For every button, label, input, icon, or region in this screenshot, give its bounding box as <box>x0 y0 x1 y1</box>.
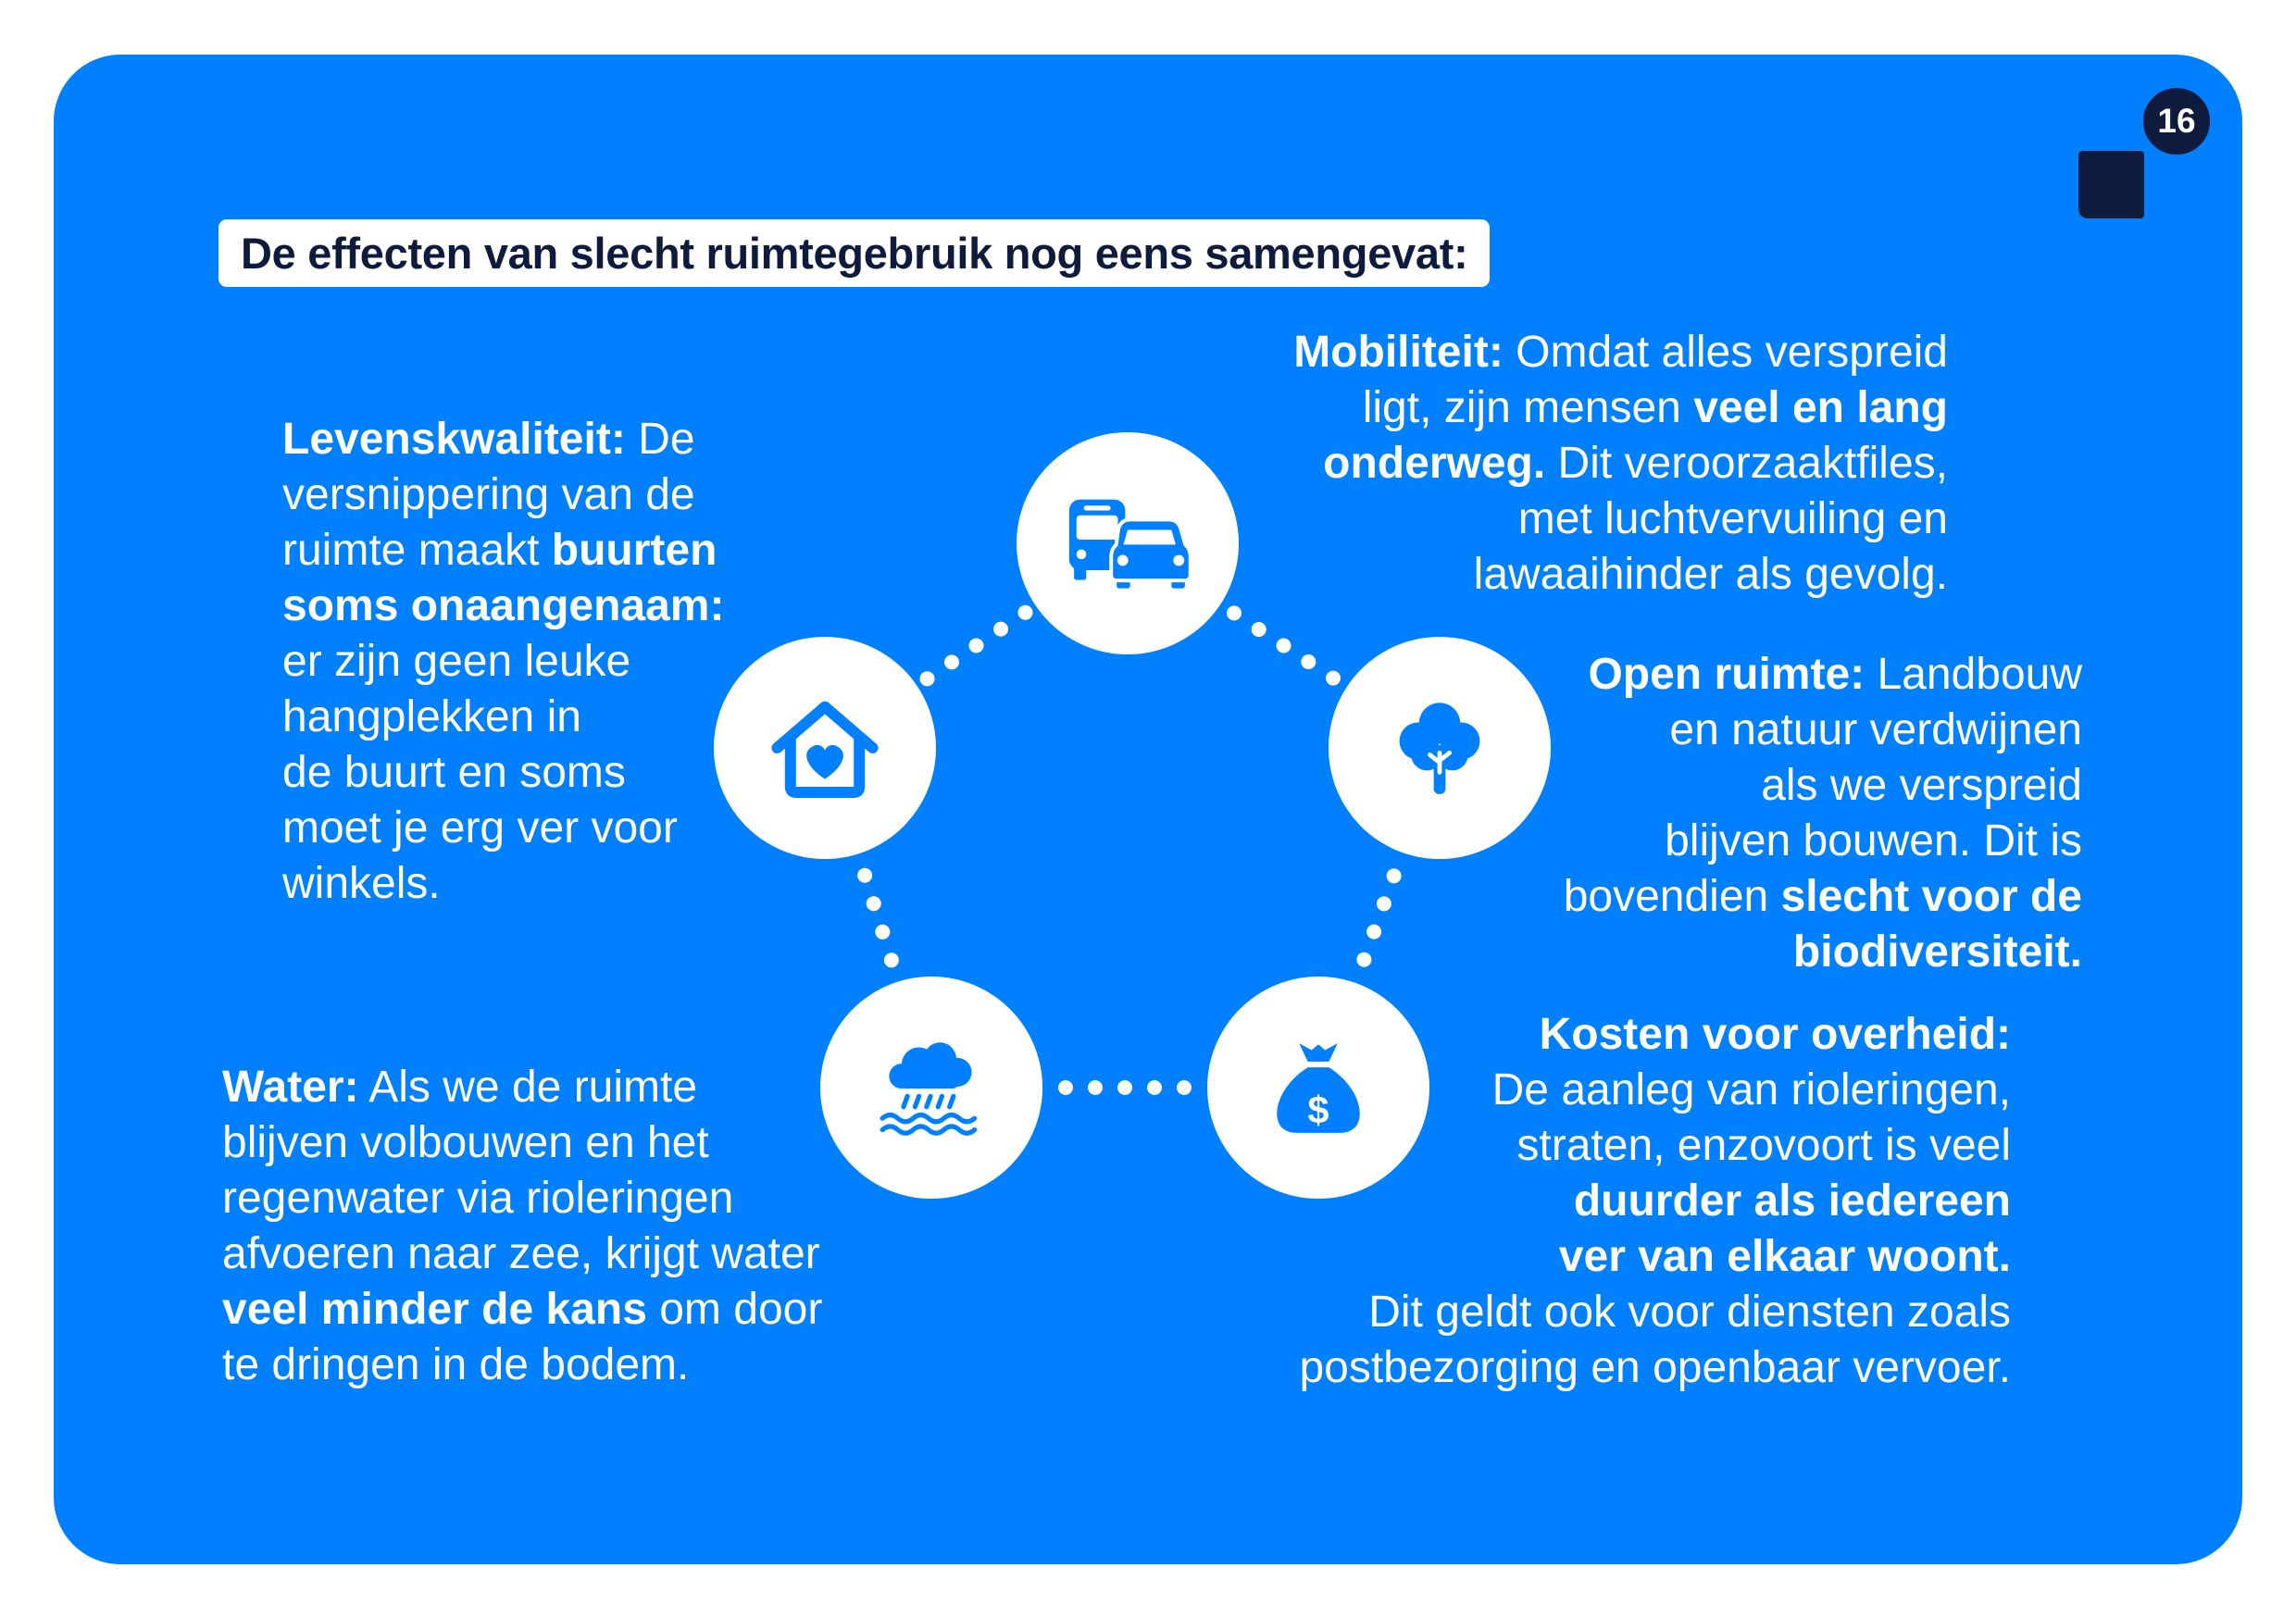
text-line <box>1293 492 1948 547</box>
connector-dot <box>875 925 890 940</box>
node-water <box>820 977 1042 1199</box>
text-line <box>282 467 724 523</box>
page-title: De effecten van slecht ruimtegebruik nog eens samengevat: <box>241 229 1468 278</box>
text-emphasis: onderweg. <box>1323 439 1546 488</box>
text-line <box>1564 703 2082 758</box>
text-line <box>282 412 724 467</box>
connector-dot <box>969 639 984 653</box>
connector-dot <box>1277 639 1292 653</box>
effect-water-text <box>222 1060 822 1393</box>
text-run: bovendien <box>1563 872 1781 921</box>
node-mobiliteit <box>1017 432 1239 654</box>
text-run: afvoeren naar zee, krijgt water <box>222 1229 820 1278</box>
connector-dot <box>1252 622 1267 637</box>
text-line <box>1299 1340 2011 1396</box>
connector-dot <box>1018 605 1033 620</box>
text-run: Dit geldt ook voor diensten zoals <box>1368 1288 2011 1337</box>
connector-dot <box>1117 1080 1132 1095</box>
text-run: Dit veroorzaaktfiles, <box>1545 439 1948 488</box>
page-number: 16 <box>2157 102 2196 140</box>
text-line <box>282 801 724 856</box>
connector-dot <box>1366 925 1381 940</box>
text-line <box>222 1226 822 1282</box>
connector-dot <box>884 952 899 967</box>
effect-mobiliteit-text <box>1293 325 1948 603</box>
text-run: er zijn geen leuke <box>282 637 631 686</box>
text-line <box>282 579 724 634</box>
text-line <box>222 1171 822 1226</box>
effect-kosten-text <box>1299 1007 2011 1396</box>
connector-dot <box>1058 1080 1073 1095</box>
text-run: met luchtvervuiling en <box>1517 494 1948 543</box>
text-run: Als we de ruimte <box>358 1063 698 1112</box>
house-heart-icon <box>769 698 880 798</box>
connector-dot <box>1356 952 1371 967</box>
effect-heading: Kosten voor overheid: <box>1539 1010 2011 1059</box>
connector-dot <box>1227 605 1242 620</box>
text-line <box>1564 647 2082 703</box>
connector-dot <box>1387 868 1402 883</box>
text-run: straten, enzovoort is veel <box>1516 1121 2011 1170</box>
text-run: te dringen in de bodem. <box>222 1340 690 1389</box>
dollar-symbol: $ <box>1307 1088 1329 1132</box>
effect-heading: Levenskwaliteit: <box>282 415 626 464</box>
text-run: De aanleg van rioleringen, <box>1491 1065 2011 1114</box>
node-levenskwaliteit <box>714 637 936 859</box>
bus-car-icon <box>1067 497 1189 590</box>
text-emphasis: slecht voor de <box>1780 872 2082 921</box>
text-line <box>282 523 724 579</box>
node-open-ruimte <box>1329 637 1551 859</box>
connector-dot <box>993 622 1008 637</box>
text-run: als we verspreid <box>1761 761 2082 810</box>
connector-dot <box>1301 654 1316 669</box>
tree-icon <box>1391 700 1489 796</box>
text-line <box>1564 869 2082 925</box>
text-line <box>1564 758 2082 814</box>
rain-cloud-waves-icon <box>879 1039 984 1136</box>
text-run: regenwater via rioleringen <box>222 1174 734 1223</box>
text-emphasis: veel en lang <box>1693 383 1948 432</box>
text-line <box>222 1115 822 1171</box>
text-line <box>1293 547 1948 603</box>
text-run: hangplekken in <box>282 692 581 741</box>
text-run: Landbouw <box>1865 650 2082 699</box>
text-line <box>1299 1229 2011 1285</box>
text-line <box>1299 1118 2011 1174</box>
text-line <box>222 1060 822 1115</box>
text-run: winkels. <box>282 859 441 908</box>
text-run: de buurt en soms <box>282 748 626 797</box>
connector-dot <box>944 654 959 669</box>
connector-dot <box>867 896 881 911</box>
text-line <box>282 634 724 690</box>
effect-open-ruimte-text <box>1564 647 2082 980</box>
text-line <box>1299 1285 2011 1340</box>
text-run: om door <box>646 1285 823 1334</box>
text-line <box>1293 436 1948 492</box>
text-line <box>222 1282 822 1338</box>
text-line <box>1293 380 1948 436</box>
text-run: De <box>625 415 695 464</box>
text-run: en natuur verdwijnen <box>1669 705 2082 754</box>
connector-dot <box>1377 896 1391 911</box>
effect-heading: Open ruimte: <box>1588 650 1866 699</box>
text-run: lawaaihinder als gevolg. <box>1473 550 1948 599</box>
effect-levenskwaliteit-text <box>282 412 724 912</box>
text-emphasis: ver van elkaar woont. <box>1558 1232 2011 1281</box>
text-run: postbezorging en openbaar vervoer. <box>1299 1343 2011 1392</box>
text-line <box>1564 814 2082 869</box>
text-line <box>1564 925 2082 980</box>
effect-heading: Mobiliteit: <box>1293 328 1504 377</box>
text-emphasis: duurder als iedereen <box>1573 1176 2011 1226</box>
text-run: versnippering van de <box>282 470 695 519</box>
text-emphasis: veel minder de kans <box>222 1285 647 1334</box>
text-line <box>222 1338 822 1393</box>
text-run: moet je erg ver voor <box>282 803 678 853</box>
text-line <box>1299 1007 2011 1063</box>
text-line <box>282 745 724 801</box>
connector-dot <box>1147 1080 1162 1095</box>
connector-dot <box>1088 1080 1103 1095</box>
text-line <box>1299 1063 2011 1118</box>
text-emphasis: biodiversiteit. <box>1792 927 2082 977</box>
connector-dot <box>857 868 872 883</box>
text-emphasis: soms onaangenaam: <box>282 581 725 630</box>
connector-dot <box>1326 671 1341 686</box>
text-run: ruimte maakt <box>282 526 552 575</box>
text-line <box>282 690 724 745</box>
text-run: Omdat alles verspreid <box>1503 328 1948 377</box>
connector-dot <box>920 671 935 686</box>
text-run: blijven bouwen. Dit is <box>1665 816 2082 865</box>
text-emphasis: buurten <box>551 526 718 575</box>
text-run: blijven volbouwen en het <box>222 1118 709 1167</box>
connector-dot <box>1177 1080 1192 1095</box>
text-line <box>282 856 724 912</box>
effect-heading: Water: <box>222 1063 359 1112</box>
text-line <box>1293 325 1948 380</box>
text-run: ligt, zijn mensen <box>1362 383 1694 432</box>
text-line <box>1299 1174 2011 1229</box>
